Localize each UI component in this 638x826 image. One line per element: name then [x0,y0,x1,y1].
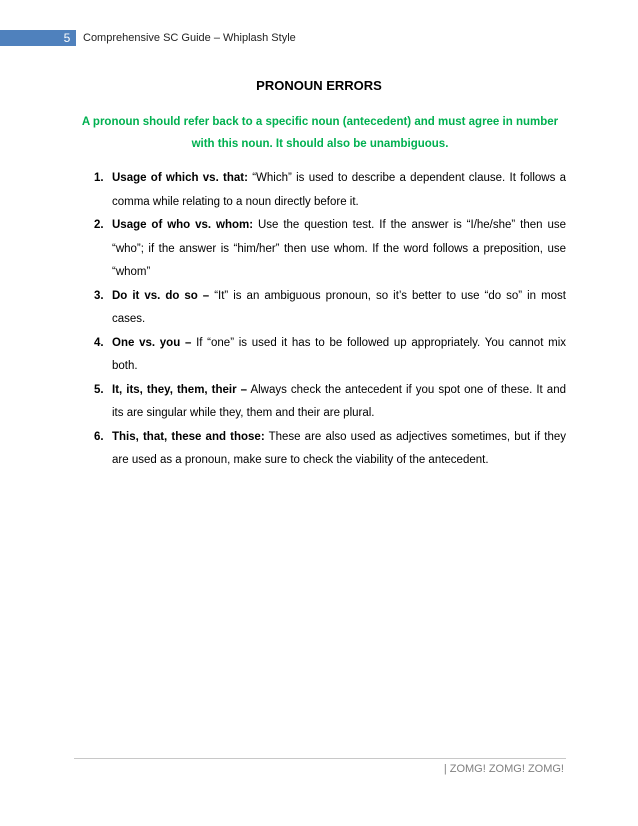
rules-list [80,167,566,473]
rule-number: 2. [94,219,104,231]
rule-text: These are also used as adjectives sometimes, but if they are used as a pronoun, make sure to check the viability of the antecedent. [112,430,566,466]
rule-term: Do it vs. do so – [112,289,210,302]
footer-text: | ZOMG! ZOMG! ZOMG! [443,763,564,775]
rule-term: This, that, these and those: [112,430,265,443]
rule-item [80,214,566,285]
rule-item [80,332,566,379]
rule-number: 3. [94,289,104,302]
rule-text: Always check the antecedent if you spot one of these. It and its are singular while they, them and their are plural. [112,383,566,419]
page-title: PRONOUN ERRORS [256,78,382,93]
footer-divider [74,758,566,759]
rule-item [80,167,566,214]
rule-item [80,285,566,332]
rule-term: It, its, they, them, their – [112,383,248,396]
rule-text: Use the question test. If the answer is “I/he/she” then use “who”; if the answer is “him/her” then use whom. If the word follows a preposition, use “whom” [112,219,566,278]
rule-item [80,379,566,426]
rule-term: Usage of which vs. that: [112,172,248,184]
rule-text: If “one” is used it has to be followed up appropriately. You cannot mix both. [112,336,566,372]
rule-number: 5. [94,383,104,396]
rule-term: Usage of who vs. whom: [112,219,254,231]
rule-text: “It” is an ambiguous pronoun, so it’s better to use “do so” in most cases. [112,289,566,325]
rule-item [80,426,566,473]
rule-number: 1. [94,172,104,184]
intro-statement: A pronoun should refer back to a specific noun (antecedent) and must agree in number with this noun. It should also be unambiguous. [81,116,559,150]
rule-number: 6. [94,430,104,443]
rule-term: One vs. you – [112,336,192,349]
page-number: 5 [63,31,71,45]
header-title: Comprehensive SC Guide – Whiplash Style [83,32,296,44]
rule-number: 4. [94,336,104,349]
rule-text: “Which” is used to describe a dependent clause. It follows a comma while relating to a noun directly before it. [112,172,566,208]
